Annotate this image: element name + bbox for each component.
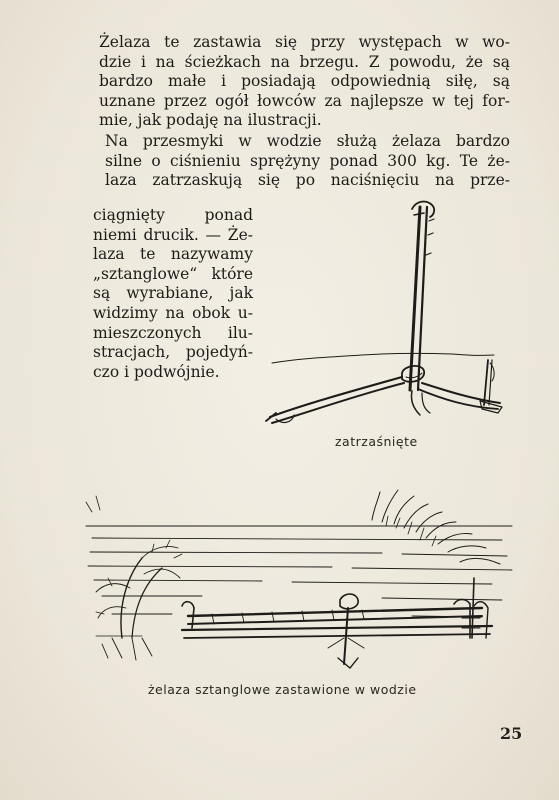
figure-caption-top: zatrzaśnięte <box>335 434 418 449</box>
text-line: Żelaza te zastawia się przy występach w wo- <box>99 33 510 51</box>
sprung-trap-illustration <box>262 195 512 435</box>
text-line: ciągnięty ponad <box>93 206 253 224</box>
text-line: laza zatrzaskują się po naciśnięciu na prze- <box>105 171 510 190</box>
figure-caption-bottom: żelaza sztanglowe zastawione w wodzie <box>148 682 417 697</box>
text-line: „sztanglowe“ które <box>93 264 253 283</box>
page-number: 25 <box>500 724 523 743</box>
paragraph-2 <box>93 132 510 191</box>
text-line: niemi drucik. — Że- <box>93 225 253 244</box>
text-line: mieszczonych ilu- <box>93 323 253 342</box>
text-line: są wyrabiane, jak <box>93 284 253 303</box>
text-line: silne o ciśnieniu sprężyny ponad 300 kg. Te że- <box>105 151 510 170</box>
text-line: Na przesmyki w wodzie służą żelaza bardzo <box>105 132 510 150</box>
text-line: mie, jak podaję na ilustracji. <box>99 111 322 130</box>
set-traps-in-water-illustration <box>82 488 522 678</box>
text-line: laza te nazywamy <box>93 245 253 264</box>
text-line: czo i podwójnie. <box>93 362 220 381</box>
text-line: uznane przez ogół łowców za najlepsze w tej for- <box>99 91 510 110</box>
text-line: stracjach, pojedyń- <box>93 343 253 362</box>
text-line: widzimy na obok u- <box>93 303 253 322</box>
paragraph-2-wrapped-column <box>93 206 253 382</box>
paragraph-1 <box>93 33 510 131</box>
text-line: bardzo małe i posiadają odpowiednią siłę, są <box>99 72 510 91</box>
text-line: dzie i na ścieżkach na brzegu. Z powodu, że są <box>99 52 510 71</box>
